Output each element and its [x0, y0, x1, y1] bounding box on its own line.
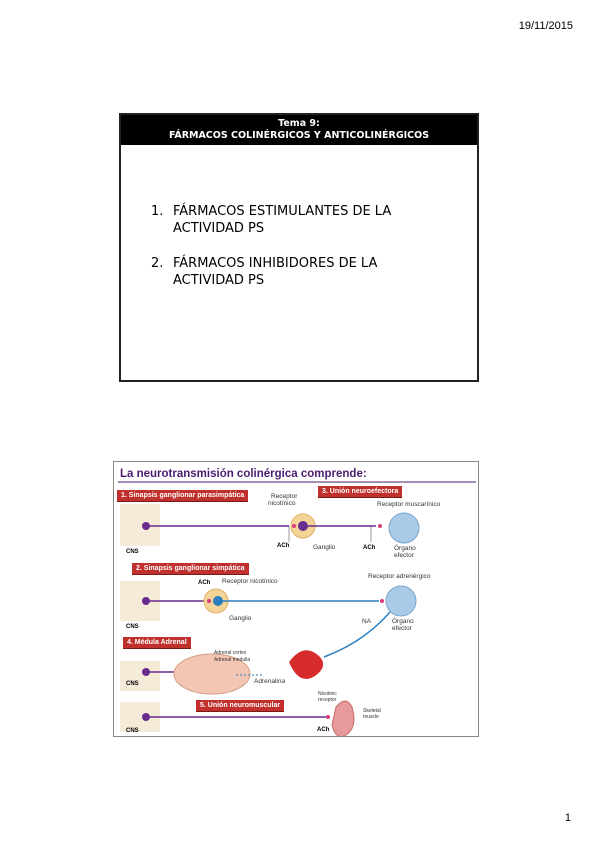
ach-label: ACh	[277, 543, 290, 549]
list-item	[151, 255, 451, 289]
page-number: 1	[564, 812, 571, 824]
list-item-text: FÁRMACOS ESTIMULANTES DE LA ACTIVIDAD PS	[173, 204, 392, 236]
skeletal-muscle	[332, 701, 354, 737]
slide-1	[119, 113, 479, 382]
na-label: NA	[362, 618, 372, 625]
receptor-label: Receptor muscarínico	[377, 501, 441, 508]
ganglion-label: Ganglio	[229, 615, 252, 622]
receptor-dot	[378, 524, 382, 528]
section-tag-neuromuscular: 5. Unión neuromuscular	[196, 700, 284, 712]
ach-label: ACh	[317, 727, 330, 733]
neuron-soma	[142, 597, 150, 605]
list-item-number: 2.	[151, 256, 164, 271]
blood-vessel	[289, 650, 323, 679]
adrenal-medulla-label: Adrenal medulla	[214, 657, 251, 663]
receptor-dot	[326, 715, 330, 719]
cns-label: CNS	[126, 728, 139, 734]
receptor-label: nicotínico	[268, 500, 296, 507]
neuron-soma	[142, 668, 150, 676]
organ-label: efector	[392, 625, 412, 632]
slide-1-list	[151, 203, 451, 307]
slide-1-title-line1: Tema 9:	[278, 118, 320, 129]
adrenal-cortex-label: Adrenal cortex	[214, 650, 247, 656]
effector-organ	[389, 513, 419, 543]
organ-label: Órgano	[394, 545, 416, 552]
cns-box	[120, 504, 160, 546]
receptor-dot	[292, 524, 296, 528]
nicotinic-receptor-label: Nicotinic	[318, 691, 337, 697]
receptor-label: Receptor	[271, 493, 298, 500]
slide-2	[113, 461, 479, 737]
date-stamp: 19/11/2015	[518, 20, 573, 32]
slide-1-header	[121, 115, 477, 145]
receptor-label: Receptor adrenérgico	[368, 573, 431, 580]
neuron-soma	[142, 713, 150, 721]
effector-organ	[386, 586, 416, 616]
ach-label: ACh	[198, 580, 211, 586]
section-tag-sympathetic: 2. Sinapsis ganglionar simpática	[132, 563, 249, 575]
receptor-dot	[207, 599, 211, 603]
adrenaline-label: Adrenalina	[254, 678, 286, 685]
adrenal-neuron-path	[324, 612, 390, 657]
ach-label: ACh	[363, 545, 376, 551]
list-item-number: 1.	[151, 204, 164, 219]
organ-label: efector	[394, 552, 414, 559]
skeletal-muscle-label: muscle	[363, 714, 379, 720]
skeletal-muscle-label: Skeletal	[363, 708, 381, 714]
section-tag-adrenal: 4. Médula Adrenal	[123, 637, 191, 649]
receptor-dot	[380, 599, 384, 603]
slide-2-title: La neurotransmisión colinérgica comprende:	[120, 468, 367, 480]
list-item	[151, 203, 451, 237]
slide-1-title-line2: FÁRMACOS COLINÉRGICOS Y ANTICOLINÉRGICOS	[168, 130, 430, 141]
nicotinic-receptor-label: receptor	[318, 697, 337, 703]
section-tag-parasympathetic: 1. Sinapsis ganglionar parasimpática	[117, 490, 248, 502]
ganglion-neuron	[298, 521, 308, 531]
neuron-soma	[142, 522, 150, 530]
ganglion-label: Ganglio	[313, 544, 336, 551]
cns-label: CNS	[126, 681, 139, 687]
receptor-label: Receptor nicotínico	[222, 578, 278, 585]
cns-label: CNS	[126, 549, 139, 555]
section-tag-neuroeffector: 3. Unión neuroefectora	[318, 486, 402, 498]
list-item-text: FÁRMACOS INHIBIDORES DE LA ACTIVIDAD PS	[173, 256, 378, 288]
organ-label: Órgano	[392, 618, 414, 625]
ganglion-neuron	[213, 596, 223, 606]
cns-label: CNS	[126, 624, 139, 630]
